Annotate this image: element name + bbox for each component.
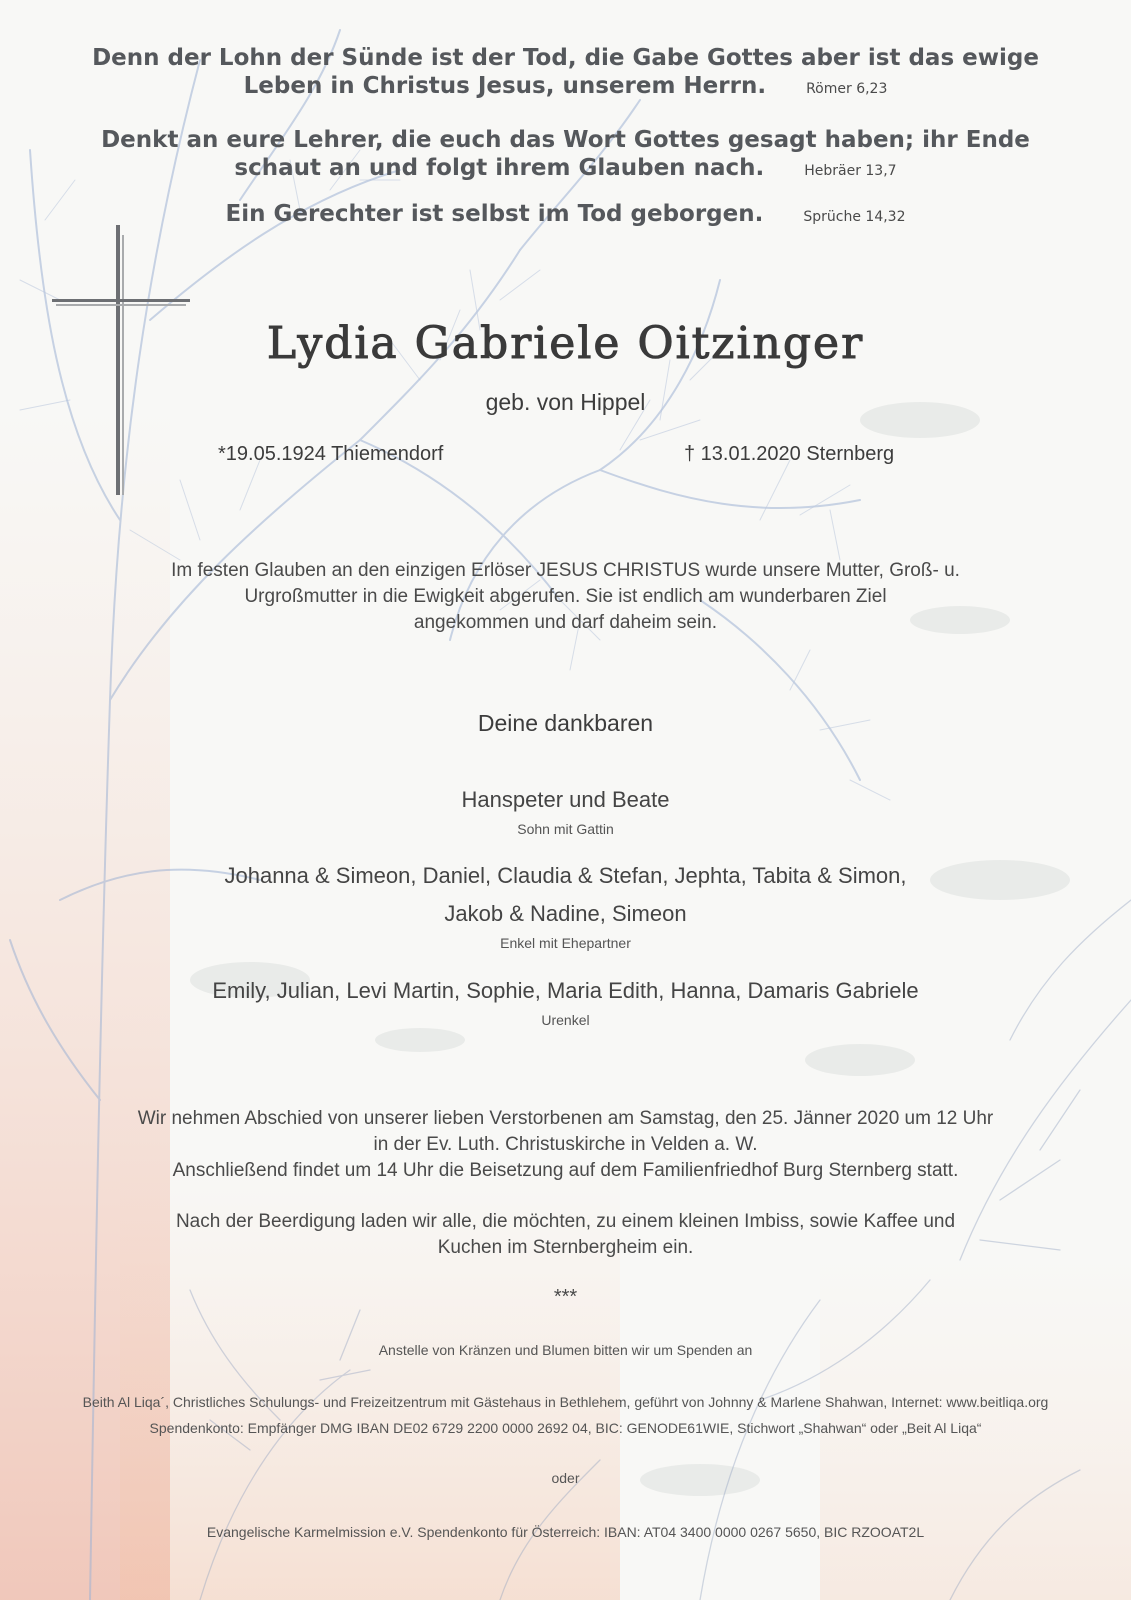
separator: ***: [553, 1286, 578, 1308]
death-date: † 13.01.2020 Sternberg: [684, 443, 895, 465]
reception-line-2: Kuchen im Sternbergheim ein.: [437, 1237, 694, 1258]
donation-line-2: Spendenkonto: Empfänger DMG IBAN DE02 6729 2200 0000 2692 04, BIC: GENODE61WIE, Stichwort „Shahwan“ oder „Beit Al Liqa“: [149, 1420, 982, 1436]
donation-line-1: Beith Al Liqa´, Christliches Schulungs- und Freizeitzentrum mit Gästehaus in Bethlehem, geführt von Johnny & Marlene Shahwan, Internet: www.beitliqa.org: [82, 1394, 1049, 1410]
intro-line-1: Im festen Glauben an den einzigen Erlöser JESUS CHRISTUS wurde unsere Mutter, Groß- u.: [171, 560, 960, 581]
verse-1: [0, 44, 1131, 103]
funeral-line-1: Wir nehmen Abschied von unserer lieben Verstorbenen am Samstag, den 25. Jänner 2020 um 12 Uhr: [137, 1108, 994, 1129]
verse-2-text: schaut an und folgt ihrem Glauben nach.: [234, 155, 765, 181]
family-relation: Enkel mit Ehepartner: [500, 935, 631, 951]
donation-or: oder: [551, 1470, 580, 1486]
donation-intro: Anstelle von Kränzen und Blumen bitten wir um Spenden an: [378, 1342, 753, 1358]
verse-3-text: Ein Gerechter ist selbst im Tod geborgen.: [225, 201, 764, 227]
verse-2-line-2: [0, 154, 1131, 185]
verse-3-line-1: [0, 200, 1131, 231]
verse-1-line-2: [0, 72, 1131, 103]
funeral-line-2: in der Ev. Luth. Christuskirche in Velden a. W.: [373, 1134, 758, 1155]
donation-karmelmission: Evangelische Karmelmission e.V. Spendenkonto für Österreich: IBAN: AT04 3400 0000 0267 5650, BIC RZOOAT2L: [206, 1524, 925, 1540]
verse-2: [0, 126, 1131, 185]
family-names: Emily, Julian, Levi Martin, Sophie, Maria Edith, Hanna, Damaris Gabriele: [212, 978, 919, 1003]
verse-3: [0, 200, 1131, 231]
deceased-name: Lydia Gabriele Oitzinger: [266, 318, 865, 369]
funeral-line-3: Anschließend findet um 14 Uhr die Beisetzung auf dem Familienfriedhof Burg Sternberg statt.: [172, 1160, 959, 1181]
family-great-grandchildren: [0, 972, 1131, 1010]
intro-text: [0, 558, 1131, 636]
funeral-info: [0, 1106, 1131, 1184]
family-names: Hanspeter und Beate: [461, 787, 670, 812]
intro-line-2: Urgroßmutter in die Ewigkeit abgerufen. Sie ist endlich am wunderbaren Ziel: [244, 586, 887, 607]
mourners-heading: Deine dankbaren: [477, 710, 654, 736]
family-names: Johanna & Simeon, Daniel, Claudia & Stefan, Jephta, Tabita & Simon,: [224, 863, 907, 888]
family-names: Jakob & Nadine, Simeon: [444, 901, 687, 926]
verse-2-reference: Hebräer 13,7: [804, 163, 897, 179]
family-relation: Urenkel: [541, 1012, 590, 1028]
verse-1-reference: Römer 6,23: [806, 81, 888, 97]
reception-info: [0, 1209, 1131, 1261]
reception-line-1: Nach der Beerdigung laden wir alle, die möchten, zu einem kleinen Imbiss, sowie Kaffee und: [175, 1211, 956, 1232]
verse-1-text: Leben in Christus Jesus, unserem Herrn.: [243, 73, 767, 99]
verse-2-line-1: Denkt an eure Lehrer, die euch das Wort Gottes gesagt haben; ihr Ende: [101, 127, 1030, 153]
verse-1-line-1: Denn der Lohn der Sünde ist der Tod, die Gabe Gottes aber ist das ewige: [92, 45, 1039, 71]
donation-beit-al-liqa: [0, 1389, 1131, 1441]
family-children: [0, 781, 1131, 819]
verse-3-reference: Sprüche 14,32: [803, 209, 906, 225]
maiden-name: geb. von Hippel: [485, 389, 646, 415]
birth-date: *19.05.1924 Thiemendorf: [218, 443, 444, 465]
family-grandchildren: [0, 857, 1131, 933]
family-relation: Sohn mit Gattin: [517, 821, 614, 837]
intro-line-3: angekommen und darf daheim sein.: [413, 612, 718, 633]
